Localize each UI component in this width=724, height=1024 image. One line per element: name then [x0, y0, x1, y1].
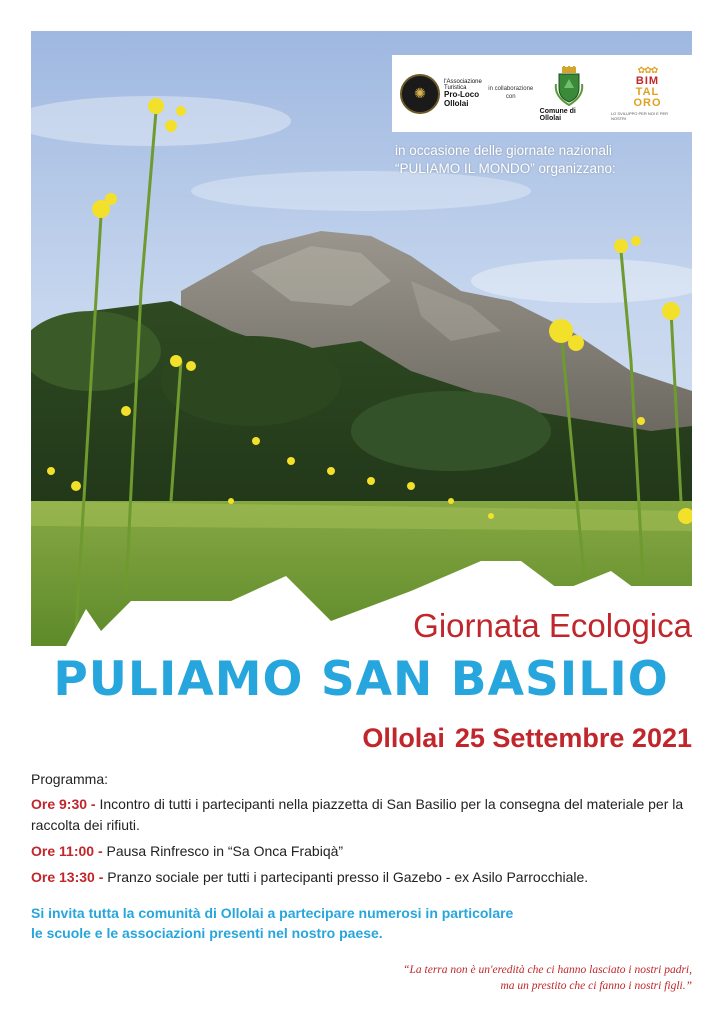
- bim-subtitle: LO SVILUPPO PER NOI E PER NOSTRI: [610, 110, 669, 121]
- programme-text: Pranzo sociale per tutti i partecipanti presso il Gazebo - ex Asilo Parrocchiale.: [107, 869, 589, 886]
- comune-logo: [540, 66, 599, 122]
- main-title: PULIAMO SAN BASILIO: [53, 652, 669, 707]
- quote-line2: ma un prestito che ci fanno i nostri figli.”: [500, 980, 692, 993]
- programme-heading: Programma:: [31, 771, 109, 787]
- occasion-line1: in occasione delle giornate nazionali: [395, 143, 612, 158]
- programme-text: Pausa Rinfresco in “Sa Onca Frabiqà”: [106, 842, 344, 859]
- date-label: 25 Settembre 2021: [454, 723, 692, 753]
- bim-line3: ORO: [633, 96, 662, 109]
- place-label: Ollolai: [362, 723, 445, 753]
- bim-taloro-logo: [611, 67, 684, 121]
- invitation-line1: Si invita tutta la comunità di Ollolai a partecipare numerosi in particolare: [31, 905, 514, 921]
- bim-line2: TAL: [635, 85, 660, 98]
- comune-crest-icon: [554, 66, 584, 106]
- partner-logos: [392, 55, 692, 132]
- programme-item: [31, 794, 693, 835]
- proloco-line2: Turistica: [444, 85, 467, 92]
- invitation-text: [31, 904, 693, 943]
- programme-time: Ore 13:30 -: [31, 869, 104, 886]
- bim-flowers-icon: ✿✿✿: [637, 65, 658, 76]
- programme-time: Ore 9:30 -: [31, 796, 96, 813]
- programme-item: [31, 841, 693, 861]
- place-date: [362, 723, 692, 754]
- programme-time: Ore 11:00 -: [31, 842, 103, 859]
- programme-text: Incontro di tutti i partecipanti nella piazzetta di San Basilio per la consegna del materiale per la raccolta dei rifiuti.: [31, 796, 684, 833]
- programme: [31, 769, 693, 893]
- proloco-line3: Pro-Loco: [444, 90, 480, 100]
- occasion-line2: “PULIAMO IL MONDO” organizzano:: [395, 161, 616, 177]
- programme-item: [31, 867, 693, 887]
- event-title: Giornata Ecologica: [413, 607, 692, 644]
- bim-line1: BIM: [635, 74, 660, 87]
- comune-label: Comune di Ollolai: [539, 107, 576, 122]
- occasion-text: [395, 142, 690, 178]
- proloco-emblem-icon: ✺: [400, 74, 440, 114]
- quote-line1: “La terra non è un'eredità che ci hanno lasciato i nostri padri,: [403, 964, 692, 976]
- closing-quote: [192, 962, 692, 994]
- proloco-text: [444, 79, 482, 108]
- collaboration-text: in collaborazione con: [488, 86, 534, 100]
- proloco-line4: Ollolai: [444, 98, 469, 108]
- proloco-line1: l'Associazione: [444, 78, 482, 85]
- invitation-line2: le scuole e le associazioni presenti nel nostro paese.: [31, 924, 383, 941]
- proloco-logo: [400, 74, 482, 114]
